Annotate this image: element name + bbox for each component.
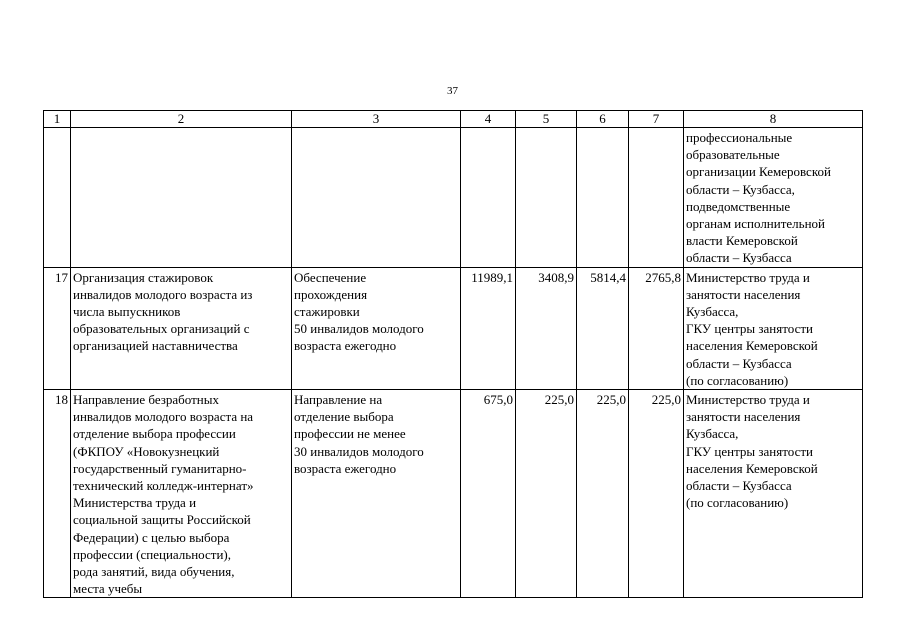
page-number: 37 (447, 85, 458, 97)
table-row-18 (44, 390, 863, 598)
column-number-5: 5 (516, 111, 577, 128)
text-line: Кузбасса, (686, 426, 739, 442)
cell-executor (684, 390, 863, 598)
text-line: Обеспечение (294, 269, 367, 285)
cell-year2: 225,0 (577, 390, 629, 598)
text-line: возраста ежегодно (294, 338, 397, 354)
cell-year3 (629, 128, 684, 268)
cell-year1: 3408,9 (516, 267, 577, 389)
column-number-row (44, 111, 863, 128)
cell-total (461, 128, 516, 268)
text-line: профессиональные (686, 130, 793, 145)
text-line: Федерации) с целью выбора (73, 529, 230, 545)
cell-year2: 5814,4 (577, 267, 629, 389)
cell-event (71, 267, 292, 389)
text-line: прохождения (294, 286, 368, 302)
text-line: области – Кузбасса (686, 355, 792, 371)
column-number-8: 8 (684, 111, 863, 128)
cell-year3: 225,0 (629, 390, 684, 598)
text-line: Организация стажировок (73, 269, 214, 285)
text-line: занятости населения (686, 409, 801, 425)
text-line: области – Кузбасса (686, 250, 792, 266)
text-line: (по согласованию) (686, 495, 789, 511)
text-line: возраста ежегодно (294, 460, 397, 476)
column-number-1: 1 (44, 111, 71, 128)
program-table (43, 110, 863, 598)
text-line: профессии не менее (294, 426, 406, 442)
text-line: ГКУ центры занятости (686, 443, 813, 459)
column-number-7: 7 (629, 111, 684, 128)
text-line: профессии (специальности), (73, 546, 231, 562)
text-line: органам исполнительной (686, 216, 826, 232)
text-line: стажировки (294, 304, 360, 320)
text-line: области – Кузбасса, (686, 181, 795, 197)
cell-event (71, 128, 292, 268)
text-line: Министерство труда и (686, 269, 810, 285)
text-line: Направление на (294, 392, 383, 408)
column-number-3: 3 (292, 111, 461, 128)
text-line: подведомственные (686, 198, 791, 214)
cell-year1 (516, 128, 577, 268)
text-line: инвалидов молодого возраста на (73, 409, 254, 425)
cell-result (292, 267, 461, 389)
cell-executor (684, 128, 863, 268)
text-line: Направление безработных (73, 392, 219, 408)
text-line: числа выпускников (73, 304, 181, 320)
cell-total: 11989,1 (461, 267, 516, 389)
cell-year2 (577, 128, 629, 268)
cell-executor (684, 267, 863, 389)
text-line: рода занятий, вида обучения, (73, 564, 235, 580)
table-row-17 (44, 267, 863, 389)
text-line: организации Кемеровской (686, 164, 831, 180)
table-row-continued (44, 128, 863, 268)
text-line: технический колледж-интернат» (73, 478, 254, 494)
text-line: (по согласованию) (686, 372, 789, 388)
text-line: власти Кемеровской (686, 233, 798, 249)
column-number-2: 2 (71, 111, 292, 128)
text-line: государственный гуманитарно- (73, 460, 247, 476)
text-line: Министерства труда и (73, 495, 197, 511)
cell-total: 675,0 (461, 390, 516, 598)
text-line: места учебы (73, 581, 143, 597)
cell-index: 17 (44, 267, 71, 389)
text-line: ГКУ центры занятости (686, 321, 813, 337)
text-line: населения Кемеровской (686, 338, 818, 354)
text-line: Министерство труда и (686, 392, 810, 408)
text-line: организацией наставничества (73, 338, 238, 354)
cell-index (44, 128, 71, 268)
text-line: (ФКПОУ «Новокузнецкий (73, 443, 220, 459)
text-line: 50 инвалидов молодого (294, 321, 424, 337)
cell-event (71, 390, 292, 598)
text-line: области – Кузбасса (686, 478, 792, 494)
text-line: занятости населения (686, 286, 801, 302)
cell-year1: 225,0 (516, 390, 577, 598)
text-line: образовательные (686, 147, 780, 163)
text-line: образовательных организаций с (73, 321, 250, 337)
text-line: Кузбасса, (686, 304, 739, 320)
cell-result (292, 390, 461, 598)
text-line: отделение выбора профессии (73, 426, 236, 442)
text-line: социальной защиты Российской (73, 512, 251, 528)
column-number-6: 6 (577, 111, 629, 128)
text-line: отделение выбора (294, 409, 394, 425)
text-line: инвалидов молодого возраста из (73, 286, 253, 302)
text-line: населения Кемеровской (686, 460, 818, 476)
cell-year3: 2765,8 (629, 267, 684, 389)
column-number-4: 4 (461, 111, 516, 128)
text-line: 30 инвалидов молодого (294, 443, 424, 459)
cell-result (292, 128, 461, 268)
cell-index: 18 (44, 390, 71, 598)
